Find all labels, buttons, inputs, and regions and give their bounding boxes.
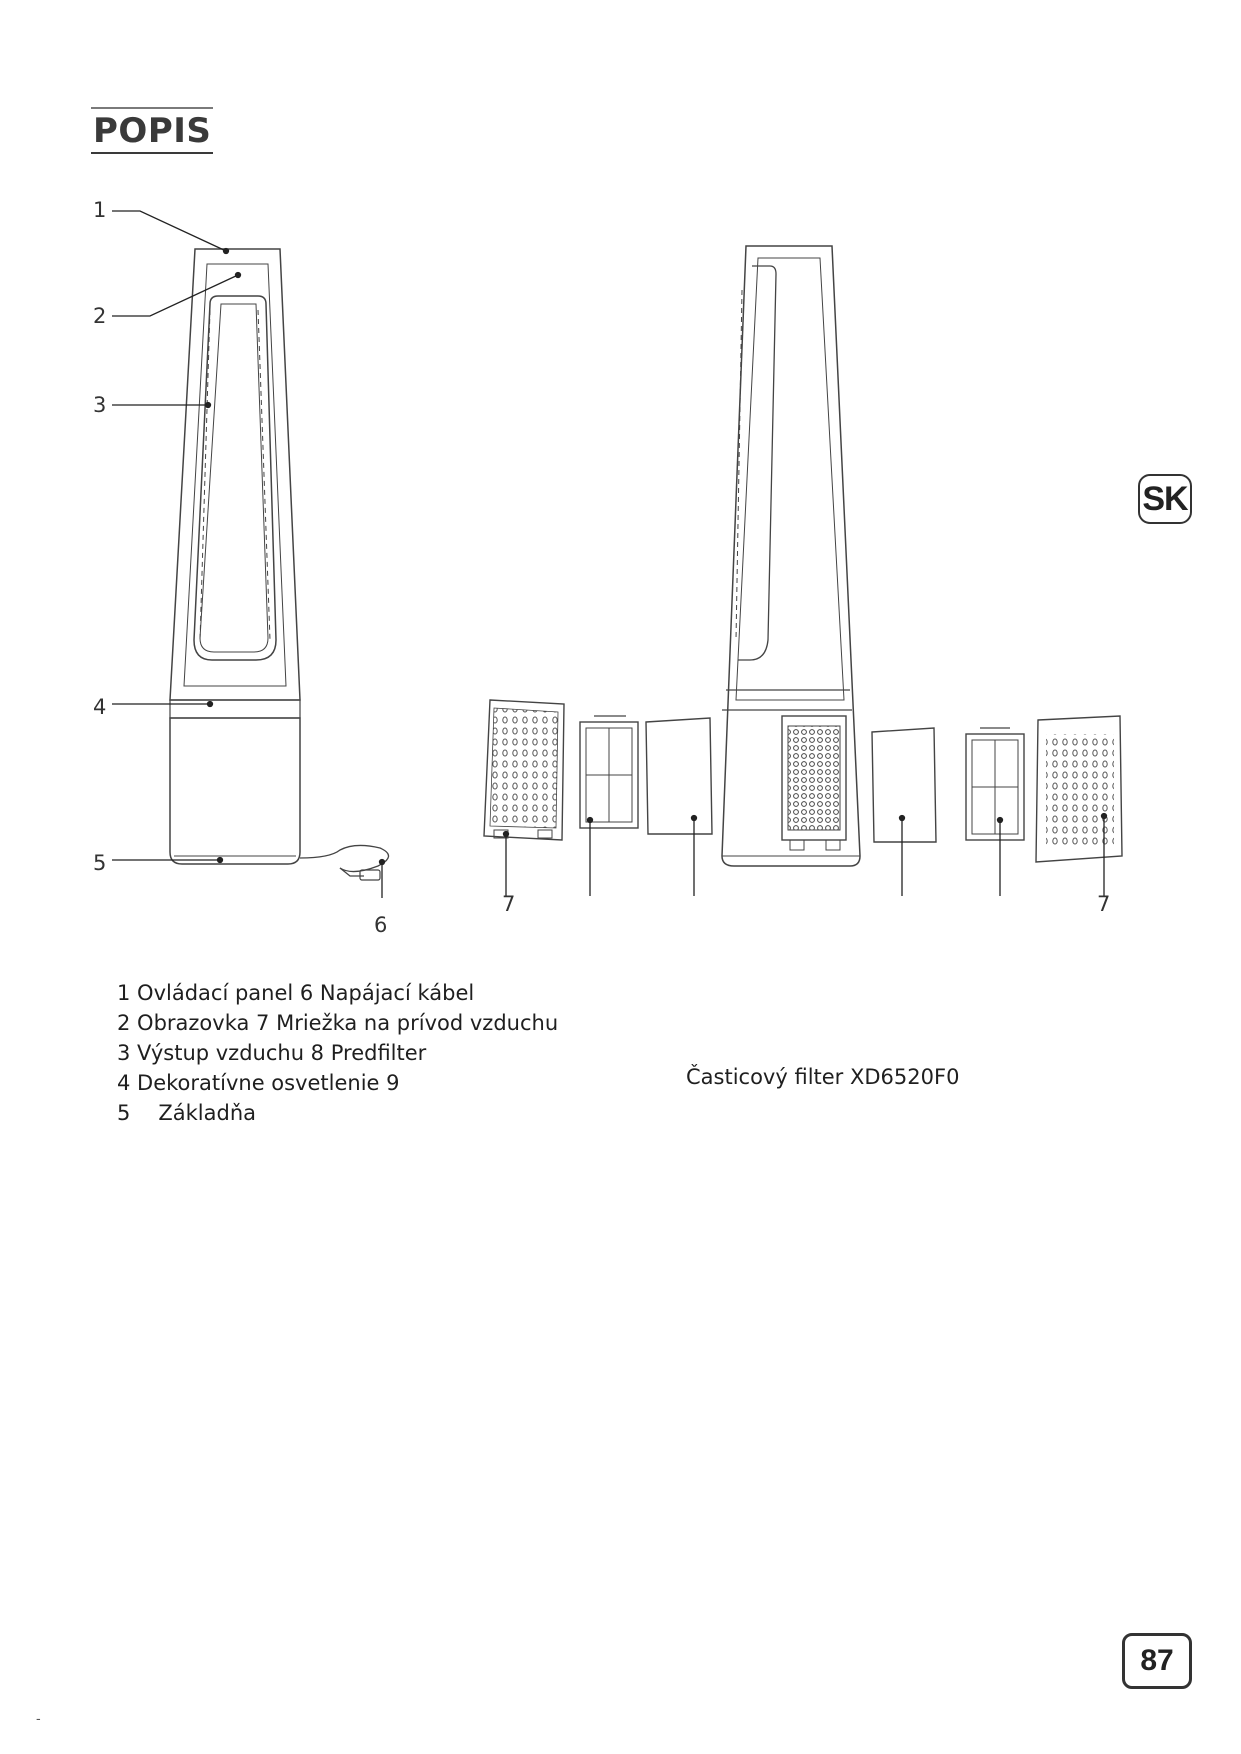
legend-line-5-text: Základňa (158, 1101, 257, 1125)
callout-4: 4 (93, 695, 107, 719)
language-badge: SK (1138, 474, 1192, 524)
callout-1: 1 (93, 198, 107, 222)
legend-line-4: 4 Dekoratívne osvetlenie 9 (117, 1071, 400, 1095)
callout-2: 2 (93, 304, 107, 328)
callout-leaders-left (112, 211, 385, 898)
callout-7-left: 7 (502, 892, 516, 916)
page-title: POPIS (91, 107, 213, 154)
footer-mark: - (36, 1710, 41, 1726)
callout-5: 5 (93, 851, 107, 875)
tower-front (170, 249, 389, 880)
callout-3: 3 (93, 393, 107, 417)
legend-line-3: 3 Výstup vzduchu 8 Predfilter (117, 1041, 427, 1065)
parts-legend (117, 978, 558, 1128)
legend-line-5-number: 5 (117, 1101, 131, 1125)
legend-particle-filter: Časticový filter XD6520F0 (686, 1065, 960, 1089)
legend-line-1: 1 Ovládací panel 6 Napájací kábel (117, 981, 475, 1005)
tower-rear (722, 246, 860, 866)
callout-6: 6 (374, 913, 388, 937)
page-number: 87 (1122, 1633, 1192, 1689)
legend-line-5 (117, 1098, 558, 1128)
legend-line-2: 2 Obrazovka 7 Mriežka na prívod vzduchu (117, 1011, 559, 1035)
callout-7-right: 7 (1097, 892, 1111, 916)
